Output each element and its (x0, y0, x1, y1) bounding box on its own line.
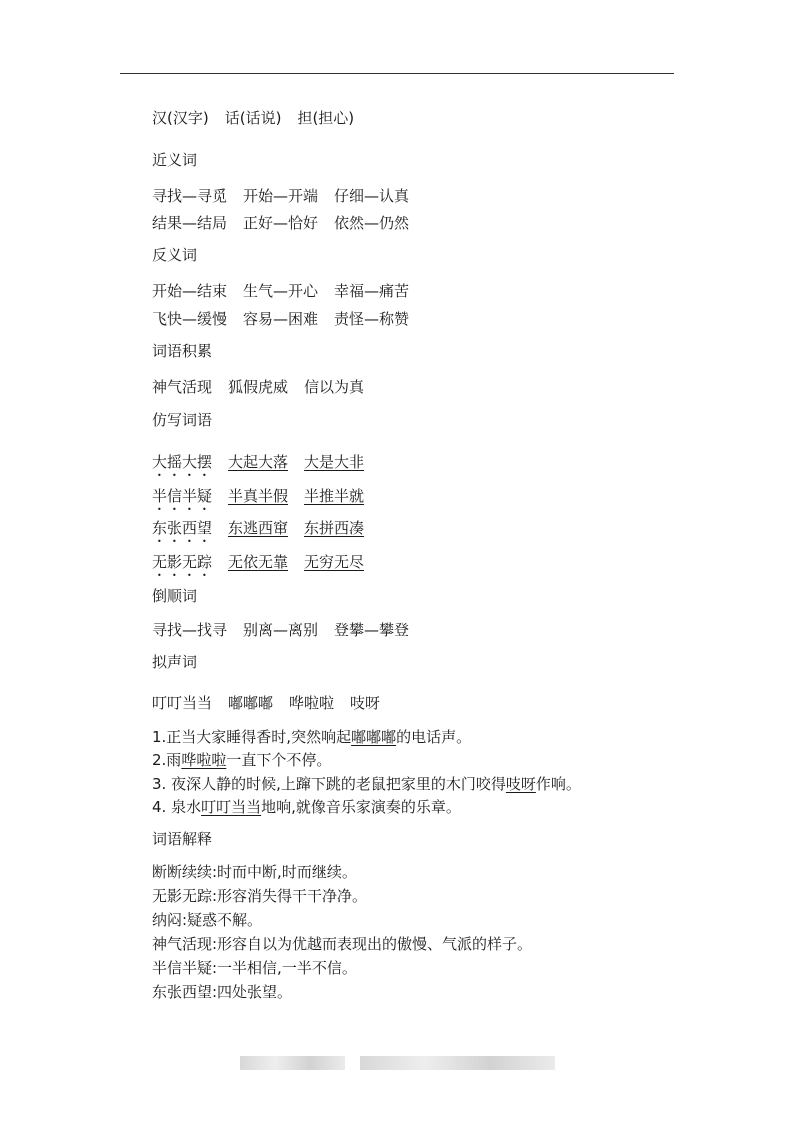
definition-item: 纳闷:疑惑不解。 (152, 911, 263, 929)
char-word-line (152, 108, 370, 128)
section-heading-imitation: 仿写词语 (152, 411, 213, 429)
example-sentence: 2.雨哗啦啦一直下个不停。 (152, 751, 332, 769)
word: 担(担心) (297, 109, 355, 127)
definition-item: 断断续续:时而中断,时而继续。 (152, 863, 357, 881)
blurred-footer (360, 1056, 555, 1070)
word-pair: 开始—结束 (152, 282, 228, 300)
word-pair: 登攀—攀登 (334, 621, 410, 639)
word-pair: 容易—困难 (243, 310, 319, 328)
accumulation-row (152, 377, 380, 397)
word: 吱呀 (350, 694, 381, 712)
answer-idiom: 东逃西窜 (228, 519, 289, 537)
imitation-row (152, 518, 380, 546)
word: 嘟嘟嘟 (228, 694, 274, 712)
definition-item: 半信半疑:一半相信,一半不信。 (152, 959, 357, 977)
imitation-row (152, 552, 380, 580)
answer-idiom: 半推半就 (304, 487, 365, 505)
header-rule (120, 73, 674, 74)
answer-idiom: 无依无靠 (228, 553, 289, 571)
onomatopoeia-row (152, 693, 396, 713)
synonym-row (152, 186, 425, 206)
section-heading-reversible: 倒顺词 (152, 587, 198, 605)
antonym-row (152, 309, 425, 329)
word-pair: 飞快—缓慢 (152, 310, 228, 328)
word-pair: 依然—仍然 (334, 214, 410, 232)
section-heading-explanation: 词语解释 (152, 830, 213, 848)
synonym-row (152, 213, 425, 233)
word: 哗啦啦 (289, 694, 335, 712)
word-pair: 别离—离别 (243, 621, 319, 639)
model-idiom: 东张西望 (152, 519, 213, 537)
answer-idiom: 半真半假 (228, 487, 289, 505)
imitation-row (152, 486, 380, 514)
word-pair: 仔细—认真 (334, 187, 410, 205)
blurred-footer (240, 1056, 345, 1070)
word: 叮叮当当 (152, 694, 213, 712)
definition-item: 东张西望:四处张望。 (152, 983, 293, 1001)
idiom: 信以为真 (304, 378, 365, 396)
example-sentence: 4. 泉水叮叮当当地响,就像音乐家演奏的乐章。 (152, 798, 461, 816)
section-heading-antonyms: 反义词 (152, 246, 198, 264)
answer-idiom: 大是大非 (304, 453, 365, 471)
section-heading-onomatopoeia: 拟声词 (152, 653, 198, 671)
antonym-row (152, 281, 425, 301)
word-pair: 责怪—称赞 (334, 310, 410, 328)
word-pair: 结果—结局 (152, 214, 228, 232)
word-pair: 生气—开心 (243, 282, 319, 300)
word-pair: 寻找—找寻 (152, 621, 228, 639)
word-pair: 正好—恰好 (243, 214, 319, 232)
section-heading-accumulation: 词语积累 (152, 342, 213, 360)
definition-item: 无影无踪:形容消失得干干净净。 (152, 887, 368, 905)
reversible-row (152, 620, 425, 640)
example-sentence: 1.正当大家睡得香时,突然响起嘟嘟嘟的电话声。 (152, 728, 472, 746)
word-pair: 幸福—痛苦 (334, 282, 410, 300)
word: 话(话说) (224, 109, 282, 127)
definition-item: 神气活现:形容自以为优越而表现出的傲慢、气派的样子。 (152, 935, 533, 953)
example-sentence: 3. 夜深人静的时候,上蹿下跳的老鼠把家里的木门咬得吱呀作响。 (152, 775, 581, 793)
word-pair: 寻找—寻觅 (152, 187, 228, 205)
model-idiom: 半信半疑 (152, 487, 213, 505)
answer-idiom: 大起大落 (228, 453, 289, 471)
answer-idiom: 东拼西凑 (304, 519, 365, 537)
model-idiom: 大摇大摆 (152, 453, 213, 471)
idiom: 神气活现 (152, 378, 213, 396)
word: 汉(汉字) (152, 109, 209, 127)
word-pair: 开始—开端 (243, 187, 319, 205)
imitation-row (152, 452, 380, 480)
idiom: 狐假虎威 (228, 378, 289, 396)
model-idiom: 无影无踪 (152, 553, 213, 571)
answer-idiom: 无穷无尽 (304, 553, 365, 571)
section-heading-synonyms: 近义词 (152, 151, 198, 169)
